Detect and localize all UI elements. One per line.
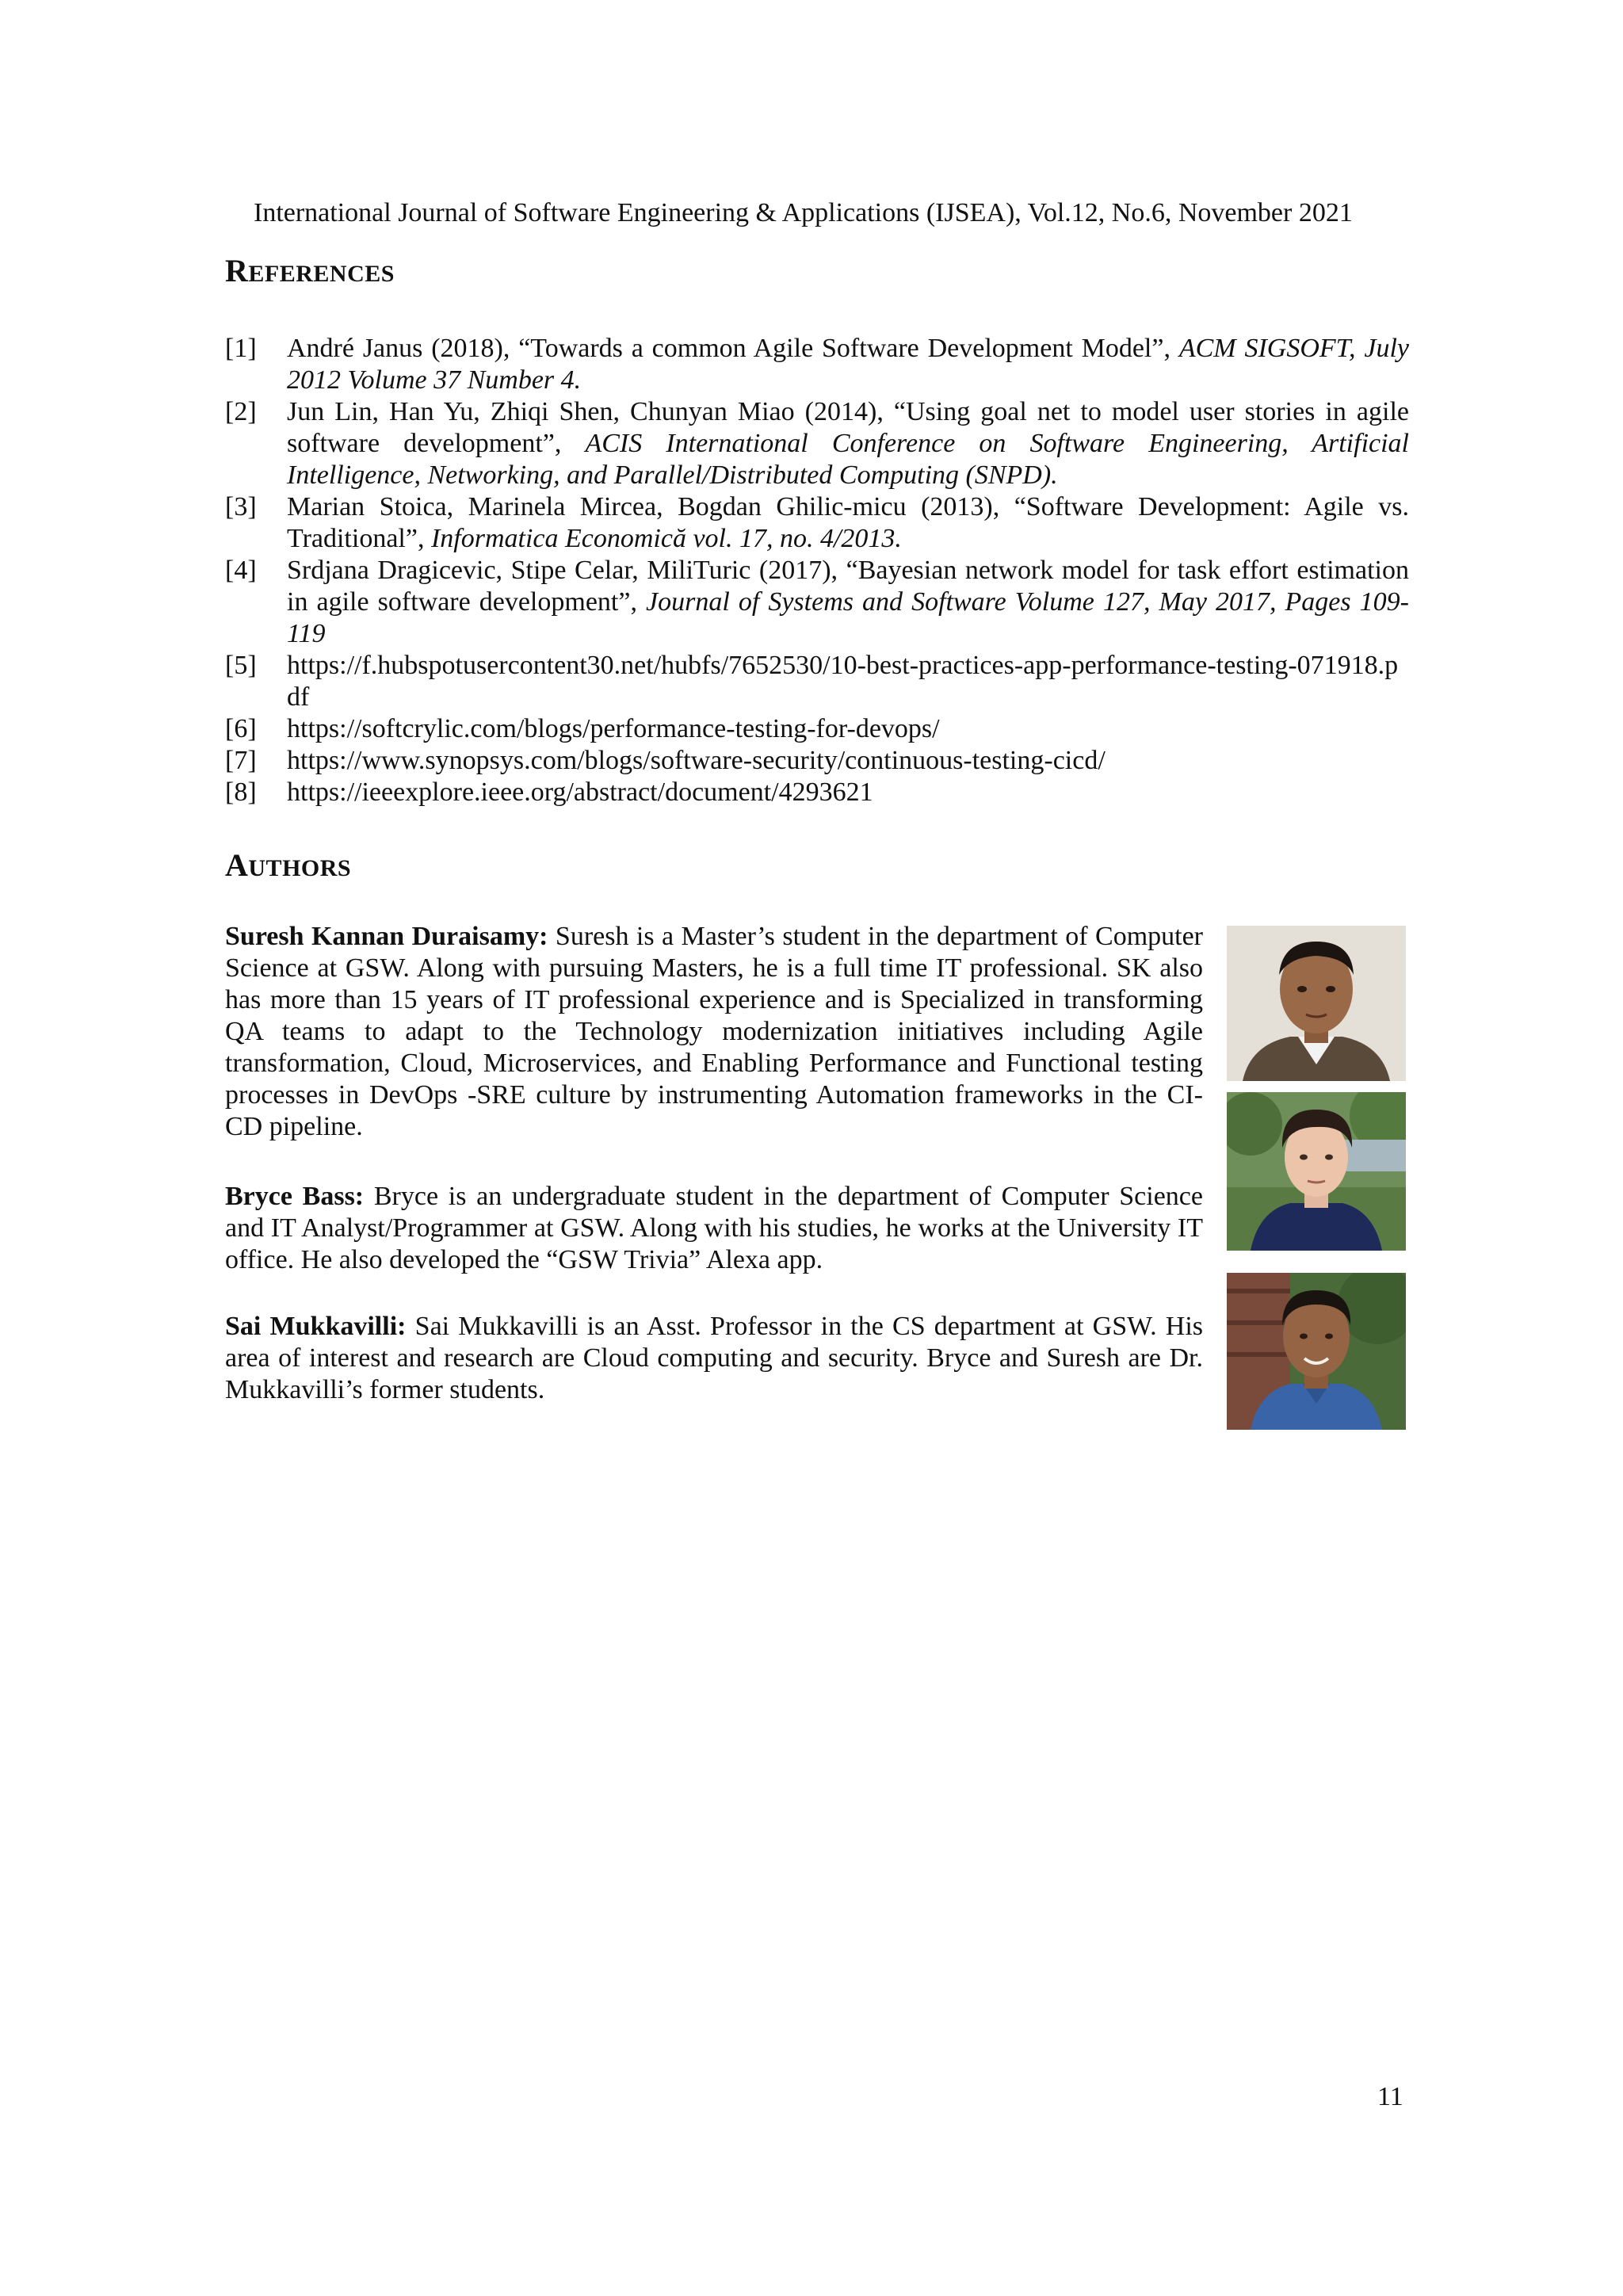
author-description: Suresh is a Master’s student in the department of Computer Science at GSW. Along with pursuing Masters, he is a full time IT professional. SK also has more than 15 years of IT professional experience and is Specialized in transforming QA teams to adapt to the Technology modernization initiatives including Agile transformation, Cloud, Microservices, and Enabling Performance and Functional testing processes in DevOps -SRE culture by instrumenting Automation frameworks in the CI-CD pipeline. <box>225 922 1203 1141</box>
references-heading-initial: R <box>225 253 249 288</box>
reference-url: https://softcrylic.com/blogs/performance-testing-for-devops/ <box>287 714 940 743</box>
reference-body: Jun Lin, Han Yu, Zhiqi Shen, Chunyan Miao (2014), “Using goal net to model user stories in agile software development”, <box>287 397 1409 458</box>
authors-heading-rest: UTHORS <box>248 855 352 881</box>
author-photo-sai <box>1227 1273 1406 1430</box>
author-description: Sai Mukkavilli is an Asst. Professor in the CS department at GSW. His area of interest and research are Cloud computing and security. Bryce and Suresh are Dr. Mukkavilli’s former students. <box>225 1312 1204 1404</box>
reference-item-4 <box>225 555 1409 650</box>
reference-venue: ACM SIGSOFT, July 2012 Volume 37 Number 4. <box>287 334 1410 395</box>
reference-url: https://ieeexplore.ieee.org/abstract/document/4293621 <box>287 777 873 807</box>
reference-item-3 <box>225 491 1409 555</box>
running-header: International Journal of Software Engineering & Applications (IJSEA), Vol.12, No.6, November 2021 <box>254 198 1353 227</box>
author-name: Sai Mukkavilli: <box>225 1312 407 1341</box>
references-heading <box>225 252 395 293</box>
reference-item-7 <box>225 745 1409 777</box>
page-number: 11 <box>1377 2082 1403 2111</box>
reference-number: [5] <box>225 651 257 680</box>
reference-number: [7] <box>225 746 257 775</box>
reference-number: [8] <box>225 777 257 807</box>
reference-text <box>287 396 1409 491</box>
reference-text <box>287 555 1409 650</box>
author-description: Bryce is an undergraduate student in the department of Computer Science and IT Analyst/Programmer at GSW. Along with his studies, he works at the University IT office. He also developed the “GSW Trivia” Alexa app. <box>225 1182 1203 1274</box>
authors-heading-initial: A <box>225 847 249 883</box>
reference-venue: Journal of Systems and Software Volume 127, May 2017, Pages 109-119 <box>287 587 1409 648</box>
author-name: Suresh Kannan Duraisamy: <box>225 922 548 951</box>
authors-heading <box>225 846 351 888</box>
author-bio-bryce <box>225 1181 1203 1276</box>
reference-number: [6] <box>225 714 257 743</box>
reference-text <box>287 333 1409 396</box>
reference-number: [4] <box>225 556 257 585</box>
reference-list <box>225 333 1409 808</box>
reference-body: Srdjana Dragicevic, Stipe Celar, MiliTuric (2017), “Bayesian network model for task effort estimation in agile software development”, <box>287 556 1409 617</box>
author-bio-suresh <box>225 921 1203 1143</box>
reference-url: https://f.hubspotusercontent30.net/hubfs/7652530/10-best-practices-app-performance-testing-071918.pdf <box>287 651 1399 712</box>
author-name: Bryce Bass: <box>225 1182 365 1211</box>
reference-body: André Janus (2018), “Towards a common Agile Software Development Model”, <box>287 334 1179 363</box>
reference-item-2 <box>225 396 1409 491</box>
author-bio-sai <box>225 1311 1203 1406</box>
reference-number: [3] <box>225 492 257 521</box>
reference-number: [1] <box>225 334 257 363</box>
reference-item-1 <box>225 333 1409 396</box>
author-photo-bryce <box>1227 1092 1406 1251</box>
reference-venue: Informatica Economică vol. 17, no. 4/2013. <box>430 524 902 553</box>
reference-item-5 <box>225 650 1409 713</box>
reference-item-6 <box>225 713 1409 745</box>
author-photo-suresh <box>1227 926 1406 1081</box>
reference-number: [2] <box>225 397 257 426</box>
reference-body: Marian Stoica, Marinela Mircea, Bogdan Ghilic-micu (2013), “Software Development: Agile vs. Traditional”, <box>287 492 1409 553</box>
reference-text <box>287 491 1409 555</box>
references-heading-rest: EFERENCES <box>248 261 395 287</box>
reference-venue: ACIS International Conference on Software Engineering, Artificial Intelligence, Networking, and Parallel/Distributed Computing (SNPD). <box>287 429 1410 490</box>
reference-item-8 <box>225 777 1409 808</box>
reference-url: https://www.synopsys.com/blogs/software-security/continuous-testing-cicd/ <box>287 746 1106 775</box>
